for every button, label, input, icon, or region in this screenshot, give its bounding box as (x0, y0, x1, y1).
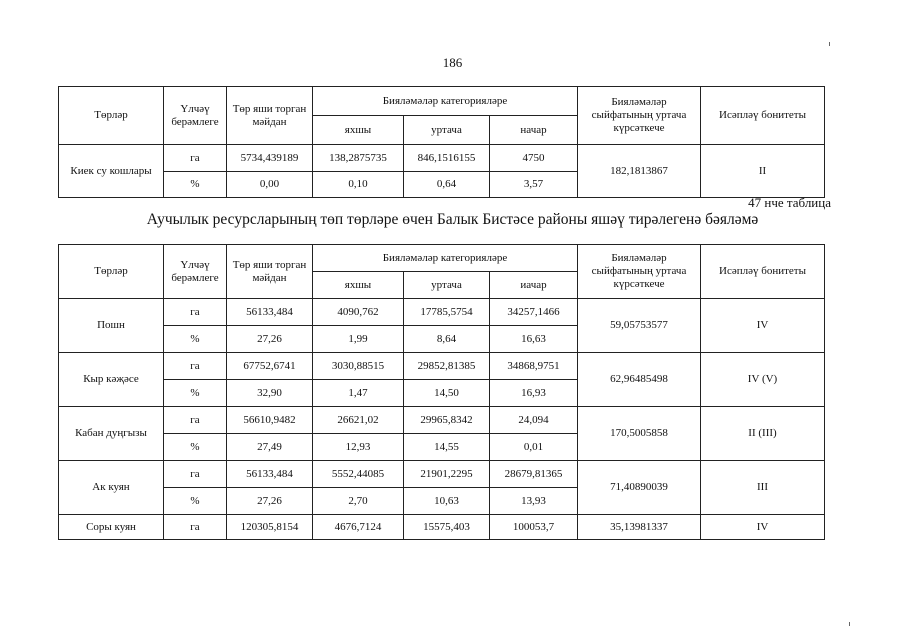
poor-cell: 16,93 (490, 380, 578, 407)
page-number: 186 (442, 55, 463, 70)
header-area: Төр яши торган мәйдан (227, 87, 313, 145)
species-cell: Соры куян (59, 515, 164, 540)
area-cell: 56610,9482 (227, 407, 313, 434)
table-row (59, 407, 825, 434)
table-title: Аучылык ресурсларының төп төрләре өчен Балык Бистәсе районы яшәү тирәлегенә бәяләмә (146, 211, 759, 228)
bonitet-cell: IV (V) (701, 353, 825, 407)
average-cell: 10,63 (404, 488, 490, 515)
header-quality-index: Бияләмәләр сыйфатының уртача күрсәткече (578, 87, 701, 145)
area-cell: 27,49 (227, 434, 313, 461)
main-table (58, 244, 825, 540)
area-cell: 27,26 (227, 326, 313, 353)
poor-cell: 13,93 (490, 488, 578, 515)
unit-cell: % (164, 488, 227, 515)
good-cell: 3030,88515 (313, 353, 404, 380)
area-cell: 27,26 (227, 488, 313, 515)
header-average: уртача (404, 116, 490, 145)
good-cell: 0,10 (313, 172, 404, 198)
species-cell: Пошн (59, 299, 164, 353)
average-cell: 14,55 (404, 434, 490, 461)
header-categories: Бияләмәләр категорияләре (313, 245, 578, 272)
quality-index-cell: 71,40890039 (578, 461, 701, 515)
good-cell: 138,2875735 (313, 145, 404, 172)
header-poor: иачар (490, 272, 578, 299)
header-unit: Үлчәү берәмлеге (164, 87, 227, 145)
poor-cell: 24,094 (490, 407, 578, 434)
table-row (59, 299, 825, 326)
header-area: Төр яши торган мәйдан (227, 245, 313, 299)
bonitet-cell: III (701, 461, 825, 515)
species-cell: Киек су кошлары (59, 145, 164, 198)
good-cell: 1,99 (313, 326, 404, 353)
good-cell: 4090,762 (313, 299, 404, 326)
header-categories: Бияләмәләр категорияләре (313, 87, 578, 116)
quality-index-cell: 59,05753577 (578, 299, 701, 353)
table-row (59, 515, 825, 540)
good-cell: 5552,44085 (313, 461, 404, 488)
unit-cell: га (164, 407, 227, 434)
average-cell: 14,50 (404, 380, 490, 407)
scan-mark (849, 622, 850, 626)
bonitet-cell: IV (701, 515, 825, 540)
quality-index-cell: 35,13981337 (578, 515, 701, 540)
good-cell: 26621,02 (313, 407, 404, 434)
quality-index-cell: 182,1813867 (578, 145, 701, 198)
average-cell: 29965,8342 (404, 407, 490, 434)
unit-cell: га (164, 461, 227, 488)
quality-index-cell: 170,5005858 (578, 407, 701, 461)
poor-cell: 16,63 (490, 326, 578, 353)
table-row (59, 145, 825, 172)
poor-cell: 0,01 (490, 434, 578, 461)
poor-cell: 100053,7 (490, 515, 578, 540)
average-cell: 17785,5754 (404, 299, 490, 326)
area-cell: 67752,6741 (227, 353, 313, 380)
good-cell: 4676,7124 (313, 515, 404, 540)
bonitet-cell: IV (701, 299, 825, 353)
average-cell: 8,64 (404, 326, 490, 353)
poor-cell: 34257,1466 (490, 299, 578, 326)
header-poor: начар (490, 116, 578, 145)
average-cell: 0,64 (404, 172, 490, 198)
good-cell: 2,70 (313, 488, 404, 515)
header-average: уртача (404, 272, 490, 299)
unit-cell: га (164, 299, 227, 326)
area-cell: 32,90 (227, 380, 313, 407)
average-cell: 29852,81385 (404, 353, 490, 380)
header-good: яхшы (313, 272, 404, 299)
poor-cell: 28679,81365 (490, 461, 578, 488)
good-cell: 1,47 (313, 380, 404, 407)
header-species: Төрләр (59, 245, 164, 299)
unit-cell: % (164, 434, 227, 461)
area-cell: 56133,484 (227, 461, 313, 488)
average-cell: 846,1516155 (404, 145, 490, 172)
area-cell: 5734,439189 (227, 145, 313, 172)
species-cell: Кабан дуңгызы (59, 407, 164, 461)
poor-cell: 4750 (490, 145, 578, 172)
header-quality-index: Бияләмәләр сыйфатының уртача күрсәткече (578, 245, 701, 299)
quality-index-cell: 62,96485498 (578, 353, 701, 407)
unit-cell: % (164, 172, 227, 198)
area-cell: 120305,8154 (227, 515, 313, 540)
bonitet-cell: II (701, 145, 825, 198)
scan-mark (829, 42, 830, 46)
poor-cell: 34868,9751 (490, 353, 578, 380)
unit-cell: га (164, 515, 227, 540)
top-table (58, 86, 825, 198)
species-cell: Кыр кәҗәсе (59, 353, 164, 407)
unit-cell: % (164, 326, 227, 353)
table-row (59, 461, 825, 488)
header-unit: Үлчәү берәмлеге (164, 245, 227, 299)
species-cell: Ак куян (59, 461, 164, 515)
area-cell: 0,00 (227, 172, 313, 198)
header-bonitet: Исәпләү бонитеты (701, 87, 825, 145)
average-cell: 21901,2295 (404, 461, 490, 488)
header-bonitet: Исәпләү бонитеты (701, 245, 825, 299)
table-number: 47 нче таблица (748, 195, 831, 210)
header-species: Төрләр (59, 87, 164, 145)
header-good: яхшы (313, 116, 404, 145)
good-cell: 12,93 (313, 434, 404, 461)
bonitet-cell: II (III) (701, 407, 825, 461)
unit-cell: га (164, 145, 227, 172)
table-row (59, 353, 825, 380)
average-cell: 15575,403 (404, 515, 490, 540)
unit-cell: % (164, 380, 227, 407)
unit-cell: га (164, 353, 227, 380)
area-cell: 56133,484 (227, 299, 313, 326)
poor-cell: 3,57 (490, 172, 578, 198)
